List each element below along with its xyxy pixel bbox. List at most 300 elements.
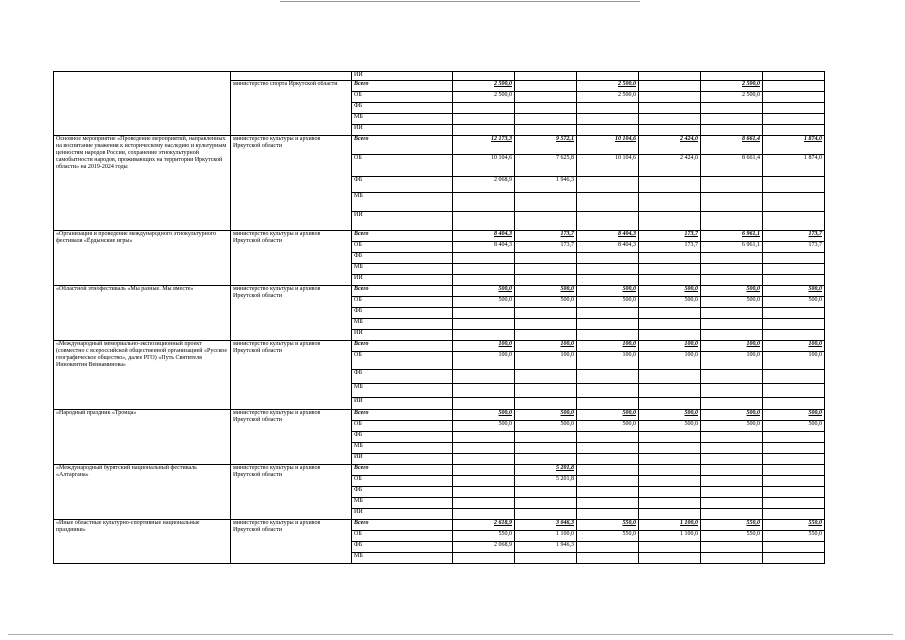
amount-cell <box>763 398 825 410</box>
event-name-cell: Основное мероприятие «Проведение мероприятий, направленных на воспитание уважения к историческому наследию и культурным ценностям народов России, сохранение этнокультурной самобытности народов, проживающих на территории Иркутской области» на 2019-2024 годы <box>54 136 231 231</box>
amount-cell: 100,0 <box>639 352 701 370</box>
amount-cell: 500,0 <box>515 297 577 308</box>
amount-cell <box>639 370 701 384</box>
amount-cell: 2 500,0 <box>453 92 515 103</box>
amount-cell <box>577 465 639 476</box>
amount-cell <box>453 264 515 275</box>
amount-cell <box>639 553 701 564</box>
amount-cell <box>701 308 763 319</box>
amount-cell: 100,0 <box>701 341 763 352</box>
amount-cell <box>577 398 639 410</box>
amount-cell: 500,0 <box>639 410 701 421</box>
funding-source-cell: Всего <box>352 231 453 242</box>
amount-cell <box>763 553 825 564</box>
table-row <box>54 341 825 352</box>
amount-cell <box>453 454 515 465</box>
amount-cell <box>577 264 639 275</box>
amount-cell <box>701 275 763 286</box>
amount-cell <box>701 370 763 384</box>
amount-cell <box>639 476 701 487</box>
amount-cell <box>577 103 639 114</box>
event-name-cell: «Народный праздник «Троица» <box>54 410 231 465</box>
amount-cell <box>763 264 825 275</box>
amount-cell <box>515 553 577 564</box>
amount-cell: 2 500,0 <box>577 92 639 103</box>
amount-cell <box>701 125 763 136</box>
amount-cell <box>453 212 515 231</box>
amount-cell <box>701 553 763 564</box>
funding-source-cell: МБ <box>352 319 453 330</box>
amount-cell <box>453 498 515 509</box>
amount-cell <box>639 308 701 319</box>
funding-source-cell: Всего <box>352 520 453 531</box>
amount-cell: 173,7 <box>763 242 825 253</box>
amount-cell <box>763 81 825 92</box>
funding-source-cell: МБ <box>352 114 453 125</box>
table-row <box>54 410 825 421</box>
amount-cell <box>577 553 639 564</box>
amount-cell <box>639 114 701 125</box>
amount-cell: 500,0 <box>577 286 639 297</box>
amount-cell: 100,0 <box>763 352 825 370</box>
event-name-cell: «Иные областные культурно-спортивные национальные праздники» <box>54 520 231 564</box>
amount-cell <box>639 212 701 231</box>
amount-cell <box>453 398 515 410</box>
bottom-edge-line <box>8 634 893 635</box>
event-name-cell: «Организация и проведение международного этнокультурного фестиваля «Ёрдынские игры» <box>54 231 231 286</box>
amount-cell: 500,0 <box>453 286 515 297</box>
funding-source-cell: ИИ <box>352 330 453 341</box>
funding-source-cell: ОБ <box>352 242 453 253</box>
amount-cell <box>763 177 825 193</box>
funding-source-cell: ИИ <box>352 72 453 81</box>
amount-cell: 100,0 <box>577 352 639 370</box>
amount-cell <box>639 125 701 136</box>
amount-cell <box>763 384 825 398</box>
amount-cell <box>701 212 763 231</box>
funding-source-cell: ФБ <box>352 308 453 319</box>
amount-cell <box>701 103 763 114</box>
amount-cell: 1 874,0 <box>763 136 825 155</box>
amount-cell <box>639 264 701 275</box>
amount-cell: 8 404,3 <box>577 242 639 253</box>
amount-cell: 2 500,0 <box>701 92 763 103</box>
amount-cell <box>763 330 825 341</box>
amount-cell <box>515 72 577 81</box>
funding-source-cell: МБ <box>352 443 453 454</box>
amount-cell: 550,0 <box>763 520 825 531</box>
amount-cell: 100,0 <box>639 341 701 352</box>
funding-source-cell: ОБ <box>352 476 453 487</box>
responsible-executor-cell: министерство культуры и архивов Иркутской области <box>231 465 352 520</box>
amount-cell <box>763 432 825 443</box>
amount-cell <box>515 125 577 136</box>
amount-cell: 550,0 <box>577 520 639 531</box>
amount-cell <box>701 330 763 341</box>
amount-cell: 1 874,0 <box>763 155 825 177</box>
funding-source-cell: ОБ <box>352 92 453 103</box>
funding-source-cell: МБ <box>352 498 453 509</box>
amount-cell <box>639 193 701 212</box>
amount-cell <box>763 275 825 286</box>
amount-cell <box>701 384 763 398</box>
amount-cell: 8 404,3 <box>453 231 515 242</box>
amount-cell <box>577 370 639 384</box>
amount-cell: 500,0 <box>577 297 639 308</box>
amount-cell <box>577 509 639 520</box>
funding-source-cell: Всего <box>352 341 453 352</box>
amount-cell <box>639 542 701 553</box>
table-row <box>54 520 825 531</box>
amount-cell: 173,7 <box>639 242 701 253</box>
amount-cell: 6 961,1 <box>701 242 763 253</box>
funding-source-cell: МБ <box>352 264 453 275</box>
table-body <box>54 72 825 564</box>
amount-cell <box>701 177 763 193</box>
amount-cell <box>763 443 825 454</box>
funding-source-cell: Всего <box>352 81 453 92</box>
amount-cell: 500,0 <box>701 286 763 297</box>
amount-cell <box>701 114 763 125</box>
funding-source-cell: ИИ <box>352 212 453 231</box>
funding-source-cell: ИИ <box>352 454 453 465</box>
amount-cell <box>763 454 825 465</box>
amount-cell: 10 104,6 <box>453 155 515 177</box>
responsible-cell-empty <box>231 72 352 81</box>
amount-cell <box>453 553 515 564</box>
responsible-executor-cell: министерство культуры и архивов Иркутской области <box>231 520 352 564</box>
amount-cell: 1 946,3 <box>515 177 577 193</box>
amount-cell: 1 100,0 <box>515 531 577 542</box>
table-row <box>54 465 825 476</box>
amount-cell <box>515 212 577 231</box>
amount-cell <box>515 264 577 275</box>
amount-cell <box>453 319 515 330</box>
responsible-executor-cell: министерство культуры и архивов Иркутской области <box>231 136 352 231</box>
amount-cell: 2 068,9 <box>453 542 515 553</box>
amount-cell <box>577 193 639 212</box>
amount-cell: 100,0 <box>763 341 825 352</box>
amount-cell <box>453 275 515 286</box>
funding-source-cell: ОБ <box>352 531 453 542</box>
funding-source-cell: ФБ <box>352 487 453 498</box>
amount-cell <box>453 114 515 125</box>
amount-cell: 500,0 <box>515 286 577 297</box>
amount-cell <box>453 72 515 81</box>
amount-cell <box>701 398 763 410</box>
funding-source-cell: МБ <box>352 553 453 564</box>
amount-cell: 8 404,3 <box>453 242 515 253</box>
amount-cell <box>453 125 515 136</box>
amount-cell <box>763 542 825 553</box>
amount-cell: 2 424,0 <box>639 155 701 177</box>
amount-cell <box>701 264 763 275</box>
amount-cell: 550,0 <box>701 520 763 531</box>
amount-cell <box>453 476 515 487</box>
amount-cell <box>639 398 701 410</box>
amount-cell <box>453 330 515 341</box>
amount-cell <box>763 319 825 330</box>
amount-cell <box>453 193 515 212</box>
amount-cell <box>639 103 701 114</box>
amount-cell: 500,0 <box>515 410 577 421</box>
amount-cell <box>515 253 577 264</box>
amount-cell <box>701 498 763 509</box>
amount-cell <box>639 487 701 498</box>
amount-cell <box>763 92 825 103</box>
amount-cell <box>577 498 639 509</box>
amount-cell <box>577 72 639 81</box>
funding-source-cell: ФБ <box>352 370 453 384</box>
amount-cell: 500,0 <box>763 410 825 421</box>
funding-source-cell: МБ <box>352 193 453 212</box>
amount-cell <box>701 253 763 264</box>
amount-cell: 2 618,9 <box>453 520 515 531</box>
amount-cell <box>763 193 825 212</box>
amount-cell: 500,0 <box>701 297 763 308</box>
amount-cell <box>577 443 639 454</box>
amount-cell: 7 625,8 <box>515 155 577 177</box>
amount-cell <box>577 212 639 231</box>
responsible-executor-cell: министерство культуры и архивов Иркутской области <box>231 341 352 410</box>
responsible-executor-cell: министерство культуры и архивов Иркутской области <box>231 231 352 286</box>
amount-cell <box>453 443 515 454</box>
amount-cell <box>763 370 825 384</box>
amount-cell <box>453 384 515 398</box>
amount-cell <box>515 193 577 212</box>
table-row <box>54 136 825 155</box>
amount-cell <box>577 454 639 465</box>
amount-cell <box>639 432 701 443</box>
amount-cell <box>701 476 763 487</box>
amount-cell <box>639 454 701 465</box>
amount-cell <box>577 253 639 264</box>
amount-cell: 500,0 <box>453 410 515 421</box>
amount-cell <box>763 253 825 264</box>
amount-cell <box>453 509 515 520</box>
amount-cell: 500,0 <box>701 421 763 432</box>
amount-cell: 2 068,9 <box>453 177 515 193</box>
amount-cell <box>763 114 825 125</box>
amount-cell <box>577 319 639 330</box>
funding-source-cell: ИИ <box>352 125 453 136</box>
amount-cell <box>639 443 701 454</box>
funding-source-cell: Всего <box>352 410 453 421</box>
event-name-cell: «Международный мемориально-экспозиционный проект (совместно с всероссийской общественной организацией «Русское географическое общество», далее РГО) «Путь Святителя Иннокентия Вениаминова» <box>54 341 231 410</box>
amount-cell <box>763 487 825 498</box>
table-row <box>54 72 825 81</box>
funding-source-cell: Всего <box>352 136 453 155</box>
amount-cell <box>701 542 763 553</box>
event-name-cell: «Областной этнофестиваль «Мы разные. Мы вместе» <box>54 286 231 341</box>
funding-source-cell: ФБ <box>352 432 453 443</box>
amount-cell <box>577 308 639 319</box>
amount-cell <box>763 476 825 487</box>
funding-source-cell: ИИ <box>352 398 453 410</box>
amount-cell: 500,0 <box>639 421 701 432</box>
amount-cell: 100,0 <box>515 352 577 370</box>
amount-cell: 1 946,3 <box>515 542 577 553</box>
amount-cell <box>515 103 577 114</box>
amount-cell <box>515 398 577 410</box>
amount-cell: 550,0 <box>763 531 825 542</box>
amount-cell: 173,7 <box>515 231 577 242</box>
amount-cell <box>763 308 825 319</box>
funding-source-cell: ОБ <box>352 352 453 370</box>
amount-cell <box>515 81 577 92</box>
amount-cell: 5 201,8 <box>515 476 577 487</box>
amount-cell <box>577 275 639 286</box>
responsible-executor-cell: министерство спорта Иркутской области <box>231 81 352 136</box>
amount-cell: 100,0 <box>515 341 577 352</box>
amount-cell <box>639 92 701 103</box>
amount-cell: 10 104,6 <box>577 155 639 177</box>
amount-cell <box>639 330 701 341</box>
amount-cell: 173,7 <box>515 242 577 253</box>
amount-cell: 2 500,0 <box>701 81 763 92</box>
funding-source-cell: ИИ <box>352 509 453 520</box>
amount-cell: 8 661,4 <box>701 155 763 177</box>
funding-source-cell: Всего <box>352 286 453 297</box>
amount-cell: 500,0 <box>639 286 701 297</box>
amount-cell: 1 100,0 <box>639 531 701 542</box>
amount-cell <box>515 432 577 443</box>
amount-cell <box>639 498 701 509</box>
amount-cell <box>639 72 701 81</box>
amount-cell: 10 104,6 <box>577 136 639 155</box>
amount-cell <box>639 81 701 92</box>
amount-cell <box>453 487 515 498</box>
amount-cell <box>763 498 825 509</box>
amount-cell <box>701 465 763 476</box>
amount-cell: 100,0 <box>701 352 763 370</box>
table-row <box>54 231 825 242</box>
amount-cell: 500,0 <box>763 421 825 432</box>
funding-source-cell: ФБ <box>352 253 453 264</box>
amount-cell <box>701 432 763 443</box>
budget-table <box>53 71 825 564</box>
amount-cell <box>577 177 639 193</box>
amount-cell <box>763 509 825 520</box>
amount-cell: 173,7 <box>639 231 701 242</box>
amount-cell <box>701 72 763 81</box>
top-edge-line <box>280 1 640 2</box>
funding-source-cell: ОБ <box>352 155 453 177</box>
amount-cell <box>515 509 577 520</box>
amount-cell: 12 173,3 <box>453 136 515 155</box>
amount-cell <box>577 125 639 136</box>
amount-cell <box>515 454 577 465</box>
amount-cell <box>515 319 577 330</box>
amount-cell <box>763 72 825 81</box>
event-name-cell <box>54 72 231 136</box>
funding-source-cell: ФБ <box>352 103 453 114</box>
funding-source-cell: ФБ <box>352 177 453 193</box>
amount-cell <box>453 308 515 319</box>
amount-cell <box>639 319 701 330</box>
funding-source-cell: ИИ <box>352 275 453 286</box>
funding-source-cell: ОБ <box>352 297 453 308</box>
amount-cell <box>577 432 639 443</box>
funding-source-cell: ОБ <box>352 421 453 432</box>
amount-cell <box>515 275 577 286</box>
amount-cell <box>639 275 701 286</box>
amount-cell: 100,0 <box>453 341 515 352</box>
amount-cell: 550,0 <box>453 531 515 542</box>
amount-cell: 500,0 <box>639 297 701 308</box>
amount-cell: 3 046,3 <box>515 520 577 531</box>
amount-cell <box>453 432 515 443</box>
amount-cell: 8 404,3 <box>577 231 639 242</box>
amount-cell <box>515 384 577 398</box>
amount-cell <box>453 465 515 476</box>
amount-cell <box>515 487 577 498</box>
amount-cell <box>515 443 577 454</box>
amount-cell <box>515 330 577 341</box>
amount-cell <box>639 509 701 520</box>
event-name-cell: «Международный бурятский национальный фестиваль «Алтаргана» <box>54 465 231 520</box>
funding-source-cell: МБ <box>352 384 453 398</box>
amount-cell: 550,0 <box>577 531 639 542</box>
amount-cell: 500,0 <box>453 421 515 432</box>
amount-cell: 6 961,1 <box>701 231 763 242</box>
amount-cell <box>701 487 763 498</box>
amount-cell: 500,0 <box>453 297 515 308</box>
amount-cell <box>515 308 577 319</box>
amount-cell <box>577 487 639 498</box>
amount-cell <box>577 476 639 487</box>
amount-cell <box>639 253 701 264</box>
amount-cell <box>639 384 701 398</box>
amount-cell: 5 201,8 <box>515 465 577 476</box>
amount-cell: 2 424,0 <box>639 136 701 155</box>
amount-cell <box>453 370 515 384</box>
responsible-executor-cell: министерство культуры и архивов Иркутской области <box>231 286 352 341</box>
amount-cell: 2 500,0 <box>577 81 639 92</box>
amount-cell: 500,0 <box>515 421 577 432</box>
amount-cell <box>701 443 763 454</box>
amount-cell <box>577 542 639 553</box>
amount-cell <box>701 509 763 520</box>
amount-cell <box>763 212 825 231</box>
funding-source-cell: Всего <box>352 465 453 476</box>
amount-cell <box>577 330 639 341</box>
amount-cell: 550,0 <box>701 531 763 542</box>
amount-cell <box>453 103 515 114</box>
amount-cell <box>763 125 825 136</box>
amount-cell <box>763 465 825 476</box>
amount-cell: 500,0 <box>577 421 639 432</box>
amount-cell <box>639 177 701 193</box>
amount-cell <box>701 319 763 330</box>
amount-cell: 500,0 <box>701 410 763 421</box>
amount-cell: 8 661,4 <box>701 136 763 155</box>
amount-cell <box>577 114 639 125</box>
responsible-executor-cell: министерство культуры и архивов Иркутской области <box>231 410 352 465</box>
amount-cell: 500,0 <box>763 286 825 297</box>
amount-cell: 173,7 <box>763 231 825 242</box>
amount-cell: 500,0 <box>763 297 825 308</box>
table-row <box>54 286 825 297</box>
amount-cell: 100,0 <box>577 341 639 352</box>
amount-cell <box>515 498 577 509</box>
amount-cell <box>515 114 577 125</box>
amount-cell <box>515 92 577 103</box>
amount-cell: 500,0 <box>577 410 639 421</box>
amount-cell <box>639 465 701 476</box>
amount-cell: 1 100,0 <box>639 520 701 531</box>
amount-cell <box>701 454 763 465</box>
